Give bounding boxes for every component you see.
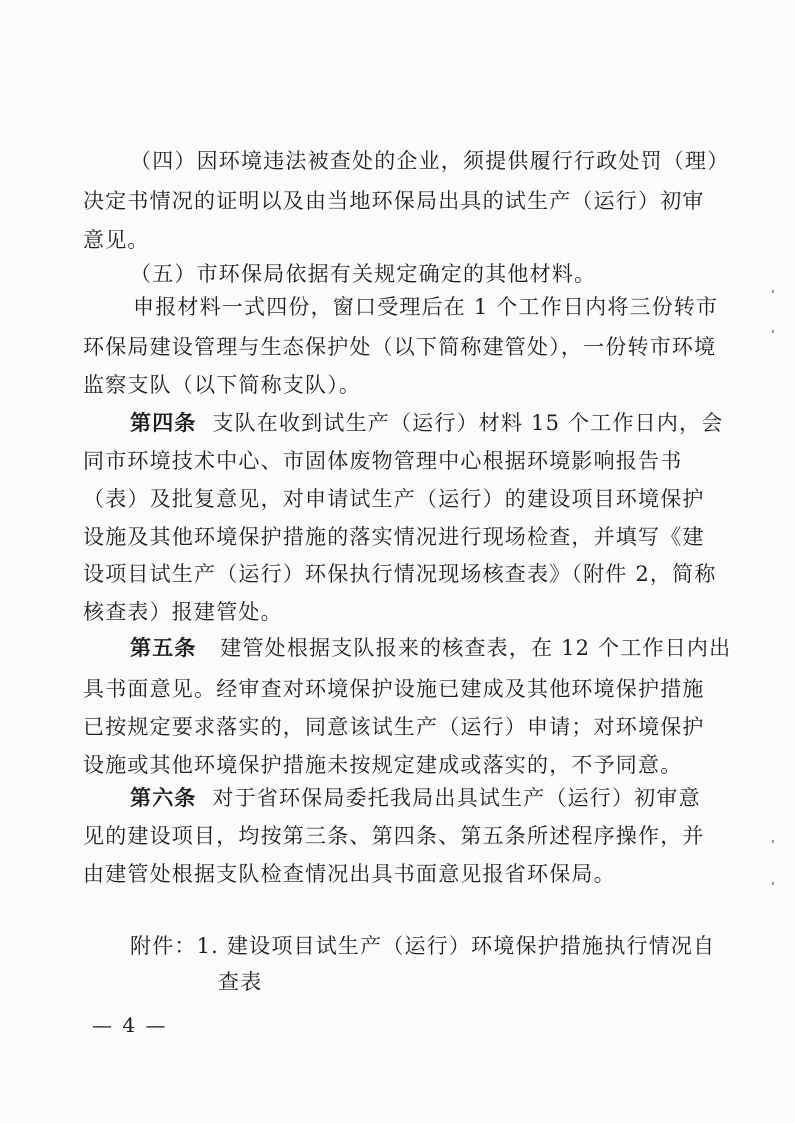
- article-5-line-1: [130, 634, 731, 662]
- article-6-line-2: 见的建设项目，均按第三条、第四条、第五条所述程序操作，并: [83, 824, 705, 848]
- submit-line-1: 申报材料一式四份，窗口受理后在 1 个工作日内将三份转市: [133, 295, 719, 319]
- submit-line-3: 监察支队（以下简称支队）。: [83, 373, 362, 397]
- article-4-line-4: 设施及其他环境保护措施的落实情况进行现场检查，并填写《建: [83, 525, 705, 549]
- article-4-line-2: 同市环境技术中心、市固体废物管理中心根据环境影响报告书: [83, 449, 683, 473]
- attachment-label: 附件：: [130, 934, 197, 958]
- page-number: — 4 —: [92, 1013, 168, 1037]
- para-4-line-1: （四）因环境违法被查处的企业，须提供履行行政处罚（理）: [130, 149, 730, 173]
- submit-line-2: 环保局建设管理与生态保护处（以下简称建管处），一份转市环境: [83, 335, 717, 359]
- article-4-line-5: 设项目试生产（运行）环保执行情况现场核查表》（附件 2，简称: [83, 562, 717, 586]
- article-5-line-3: 已按规定要求落实的，同意该试生产（运行）申请；对环境保护: [83, 715, 705, 739]
- article-5-line-4: 设施或其他环境保护措施未按规定建成或落实的，不予同意。: [83, 753, 683, 777]
- para-4-line-2: 决定书情况的证明以及由当地环保局出具的试生产（运行）初审: [83, 189, 705, 213]
- scan-speck: [772, 290, 774, 293]
- para-5-line-1: （五）市环保局依据有关规定确定的其他材料。: [130, 262, 597, 286]
- article-4-line-6: 核查表）报建管处。: [83, 600, 283, 624]
- article-5-heading: 第五条: [130, 635, 197, 660]
- article-4-text: 支队在收到试生产（运行）材料 15 个工作日内，会: [212, 411, 724, 435]
- article-4-heading: 第四条: [130, 410, 197, 435]
- scan-speck: [772, 840, 774, 843]
- article-6-text: 对于省环保局委托我局出具试生产（运行）初审意: [212, 786, 701, 810]
- article-4-line-3: （表）及批复意见，对申请试生产（运行）的建设项目环境保护: [83, 487, 705, 511]
- article-5-line-2: 具书面意见。经审查对环境保护设施已建成及其他环境保护措施: [83, 677, 705, 701]
- attachment-line-1: [130, 932, 715, 960]
- article-6-line-3: 由建管处根据支队检查情况出具书面意见报省环保局。: [83, 862, 616, 886]
- article-6-heading: 第六条: [130, 785, 197, 810]
- attachment-line-2: 查表: [218, 970, 263, 994]
- article-4-line-1: [130, 409, 723, 437]
- attachment-item-1: 1. 建设项目试生产（运行）环境保护措施执行情况自: [196, 934, 716, 958]
- scan-speck: [772, 330, 774, 333]
- article-5-text: 建管处根据支队报来的核查表，在 12 个工作日内出: [220, 636, 732, 660]
- scan-speck: [772, 882, 774, 885]
- para-4-line-3: 意见。: [83, 228, 150, 252]
- article-6-line-1: [130, 784, 701, 812]
